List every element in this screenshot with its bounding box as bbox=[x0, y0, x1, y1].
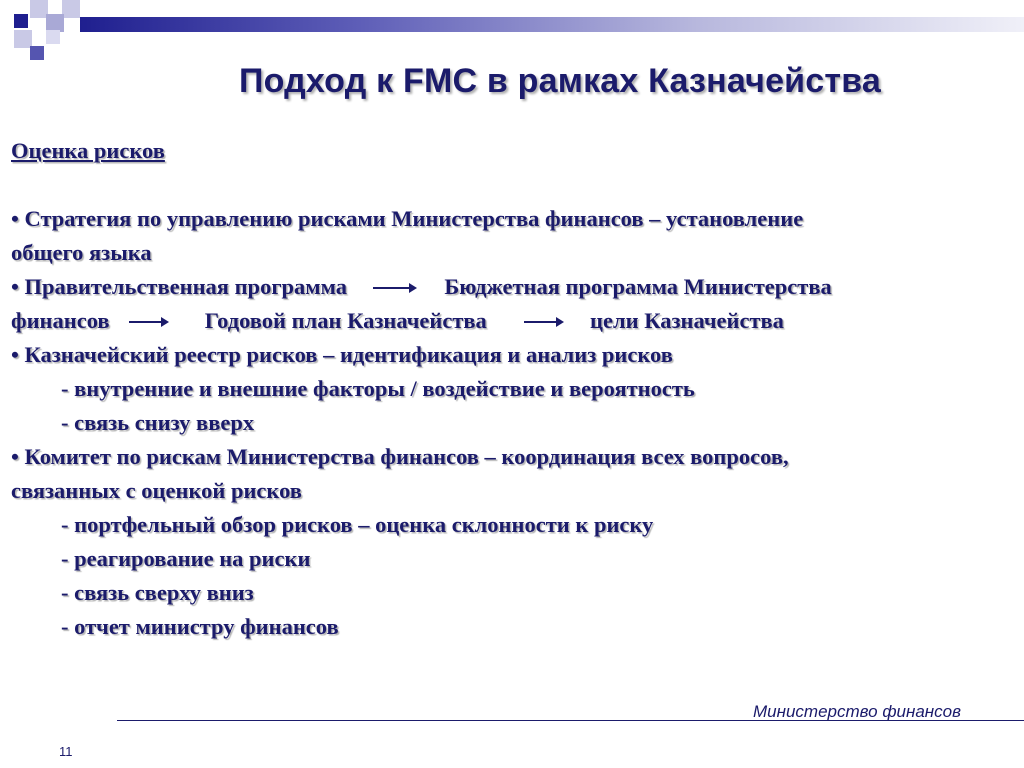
bullet-committee: • Комитет по рискам Министерства финансов – координация всех вопросов, bbox=[11, 444, 789, 469]
right-arrow-icon bbox=[373, 270, 417, 304]
flow-treasury-goals: цели Казначейства bbox=[590, 308, 784, 333]
bullet-strategy-cont: общего языка bbox=[11, 240, 152, 265]
flow-line-2 bbox=[11, 304, 1011, 340]
sub-item-response: - реагирование на риски bbox=[61, 546, 311, 571]
deco-square-light bbox=[46, 30, 60, 44]
flow-finance: финансов bbox=[11, 308, 110, 333]
slide-title: Подход к FMC в рамках Казначейства bbox=[238, 62, 882, 100]
section-heading: Оценка рисков bbox=[11, 138, 165, 163]
sub-item-top-down: - связь сверху вниз bbox=[61, 580, 254, 605]
deco-square-dark bbox=[14, 14, 28, 28]
sub-item-report: - отчет министру финансов bbox=[61, 614, 339, 639]
flow-budget-program: Бюджетная программа Министерства bbox=[444, 274, 832, 299]
sub-item-bottom-up: - связь снизу вверх bbox=[61, 410, 255, 435]
bullet-strategy: • Стратегия по управлению рисками Министерства финансов – установление bbox=[11, 206, 804, 231]
deco-square-light bbox=[62, 0, 80, 18]
footer-organization: Министерство финансов bbox=[753, 702, 961, 721]
page-number: 11 bbox=[59, 744, 73, 759]
flow-annual-plan: Годовой план Казначейства bbox=[204, 308, 487, 333]
bullet-register: • Казначейский реестр рисков – идентификация и анализ рисков bbox=[11, 342, 673, 367]
header-band bbox=[80, 17, 1024, 32]
right-arrow-icon bbox=[524, 304, 564, 338]
deco-square-dark bbox=[30, 46, 44, 60]
right-arrow-icon bbox=[129, 304, 169, 338]
bullet-committee-cont: связанных с оценкой рисков bbox=[11, 478, 302, 503]
sub-item-portfolio: - портфельный обзор рисков – оценка склонности к риску bbox=[61, 512, 654, 537]
flow-line-1 bbox=[11, 270, 1011, 306]
flow-gov-program: • Правительственная программа bbox=[11, 274, 348, 299]
sub-item-factors: - внутренние и внешние факторы / воздействие и вероятность bbox=[61, 376, 695, 401]
